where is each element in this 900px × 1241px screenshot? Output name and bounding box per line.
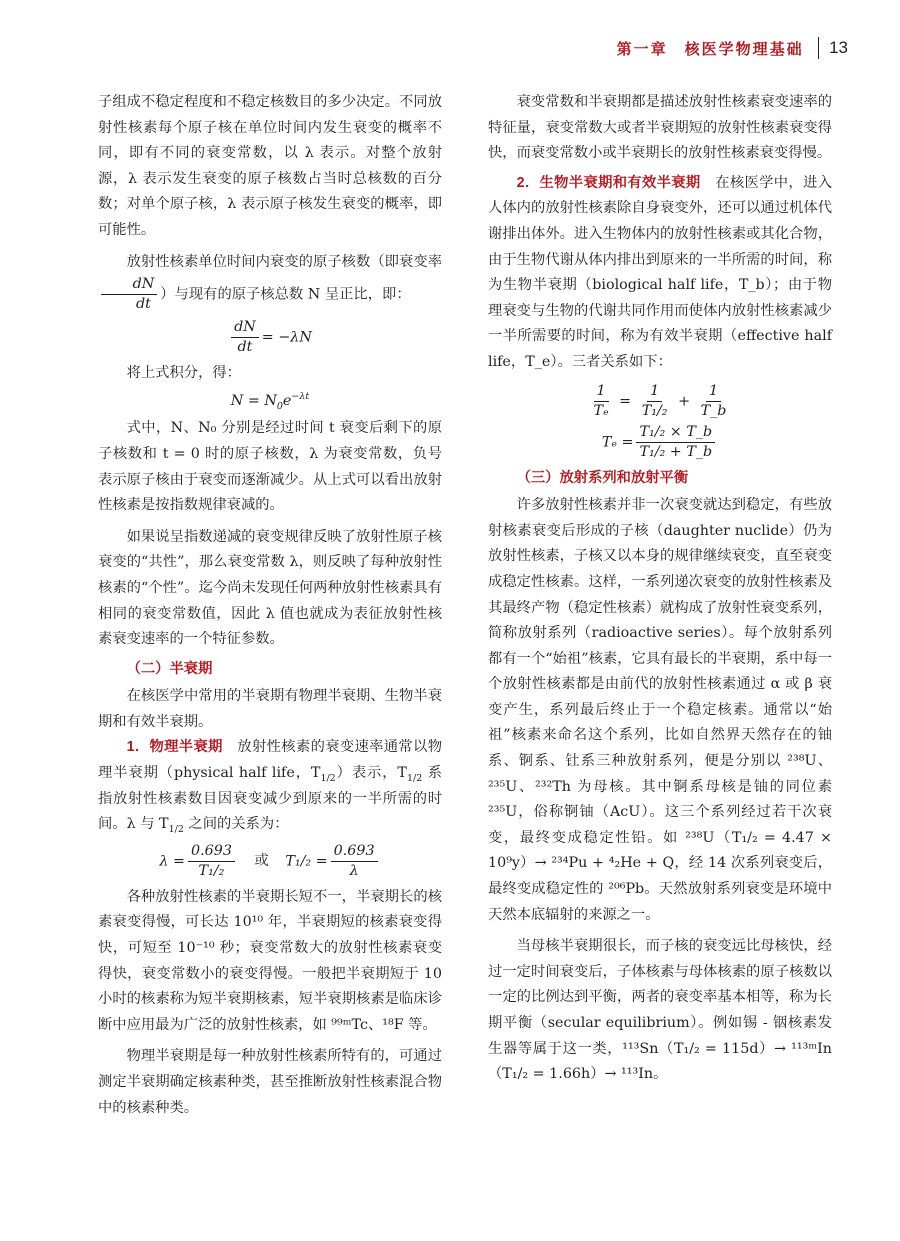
paragraph: 子组成不稳定程度和不稳定核数目的多少决定。不同放射性核素每个原子核在单位时间内发生衰变的概率不同，即有不同的衰变常数，以 λ 表示。对整个放射源，λ 表示发生衰变的原子核数占当时总核数的百分数；对单个原子核，λ 表示原子核发生衰变的概率，即可能性。 <box>98 94 442 238</box>
subsection-heading: 1．物理半衰期 <box>126 739 223 756</box>
equation-exponential: $N = N_0e^{-\lambda t}$ <box>230 390 310 412</box>
equation-decay-rate: $\frac{dN}{dt}$ = −λN <box>98 318 442 357</box>
paragraph: 当母核半衰期很长，而子核的衰变远比母核快，经过一定时间衰变后，子体核素与母体核素的原子核数以一定的比例达到平衡，两者的衰变率基本相等，称为长期平衡（secular equilibrium）。例如锡 - 铟核素发生器等属于这一类，¹¹³Sn（T₁/₂ = 115d）→ ¹¹³ᵐIn（T₁/₂ = 1.66h）→ ¹¹³In。 <box>488 938 832 1083</box>
paragraph: 如果说呈指数递减的衰变规律反映了放射性原子核衰变的“共性”，那么衰变常数 λ，则反映了每种放射性核素的“个性”。迄今尚未发现任何两种放射性核素具有相同的衰变常数值，因此 λ 值也就成为表征放射性核素衰变速率的一个特征参数。 <box>98 528 442 648</box>
paragraph: 各种放射性核素的半衰期长短不一，半衰期长的核素衰变得慢，可长达 10¹⁰ 年，半衰期短的核素衰变得快，可短至 10⁻¹⁰ 秒；衰变常数大的放射性核素衰变得快，衰变常数小的衰变得慢。一般把半衰期短于 10 小时的核素称为短半衰期核素，短半衰期核素是临床诊断中应用最为广泛的放射性核素，如 ⁹⁹ᵐTc、¹⁸F 等。 <box>98 888 442 1033</box>
paragraph: 衰变常数和半衰期都是描述放射性核素衰变速率的特征量，衰变常数大或者半衰期短的放射性核素衰变得快，而衰变常数小或半衰期长的放射性核素衰变得慢。 <box>488 94 832 162</box>
right-column <box>488 90 832 1088</box>
paragraph: 1．物理半衰期 放射性核素的衰变速率通常以物理半衰期（physical half life，$T_{1/2}$）表示，$T_{1/2}$ 系指放射性核素数目因衰变减少到原来的一半所需的时间。λ 与 $T_{1/2}$ 之间的关系为： <box>98 739 442 836</box>
paragraph: 2．生物半衰期和有效半衰期 在核医学中，进入人体内的放射性核素除自身衰变外，还可以通过机体代谢排出体外。进入生物体内的放射性核素或其化合物，由于生物代谢从体内排出到原来的一半所需的时间，称为生物半衰期（biological half life，T_b）；由于物理衰变与生物的代谢共同作用而使体内放射性核素减少一半所需要的时间，称为有效半衰期（effective half life，T_e）。三者关系如下： <box>488 174 832 370</box>
paragraph: 在核医学中常用的半衰期有物理半衰期、生物半衰期和有效半衰期。 <box>98 688 442 730</box>
chapter-title: 第一章 核医学物理基础 <box>616 39 804 58</box>
section-heading: （三）放射系列和放射平衡 <box>516 469 689 486</box>
section-heading: （二）半衰期 <box>126 660 213 677</box>
subsection-heading: 2．生物半衰期和有效半衰期 <box>516 174 701 191</box>
equation-half-life: λ = $\frac{0.693}{\text{T₁/₂}}$ 或 T₁/₂ = $\frac{0.693}{\lambda}$ <box>98 842 442 881</box>
paragraph: 物理半衰期是每一种放射性核素所特有的，可通过测定半衰期确定核素种类，甚至推断放射性核素混合物中的核素种类。 <box>98 1048 442 1116</box>
paragraph: 放射性核素单位时间内衰变的原子核数（即衰变率 $\frac{dN}{dt}$ ）与现有的原子核总数 N 呈正比，即： <box>98 250 442 315</box>
left-column <box>98 90 442 1121</box>
equation-effective-half-life: Tₑ = $\frac{\text{T₁/₂ × T\_b}}{\text{T₁/₂ + T\_b}}$ <box>488 423 832 462</box>
fraction-dn-dt: $\frac{dN}{dt}$ <box>101 275 157 314</box>
page-number: 13 <box>829 38 848 57</box>
running-header <box>617 36 848 60</box>
paragraph: 式中，N、N₀ 分别是经过时间 t 衰变后剩下的原子核数和 t = 0 时的原子核数，λ 为衰变常数，负号表示原子核由于衰变而逐渐减少。从上式可以看出放射性核素是按指数规律衰减的。 <box>98 420 442 514</box>
paragraph: 将上式积分，得： <box>126 365 241 382</box>
paragraph: 许多放射性核素并非一次衰变就达到稳定，有些放射核素衰变后形成的子核（daughter nuclide）仍为放射性核素，子核又以本身的规律继续衰变，直至衰变成稳定性核素。这样，一系列递次衰变的放射性核素及其最终产物（稳定性核素）就构成了放射性衰变系列，简称放射系列（radioactive series）。每个放射系列都有一个“始祖”核素，它具有最长的半衰期，系中每一个放射性核素都是由前代的放射性核素通过 α 或 β 衰变产生，系列最后终止于一个稳定核素。通常以“始祖”核素来命名这个系列，比如自然界天然存在的铀系、锕系、钍系三种放射系列，便是分别以 ²³⁸U、²³⁵U、²³²Th 为母核。其中锕系母核是铀的同位素 ²³⁵U，俗称锕铀（AcU）。这三个系列经过若干次衰变，最终变成稳定性铅。如 ²³⁸U（T₁/₂ = 4.47 × 10⁹y）→ ²³⁴Pu + ⁴₂He + Q，经 14 次系列衰变后，最终变成稳定性的 ²⁰⁶Pb。天然放射系列衰变是环境中天然本底辐射的来源之一。 <box>488 497 832 923</box>
equation-effective-half-life-reciprocal: $\frac{1}{\text{Tₑ}}$ = $\frac{1}{\text{T₁/₂}}$ + $\frac{1}{T\_b}$ <box>593 382 727 419</box>
header-divider <box>818 37 820 59</box>
